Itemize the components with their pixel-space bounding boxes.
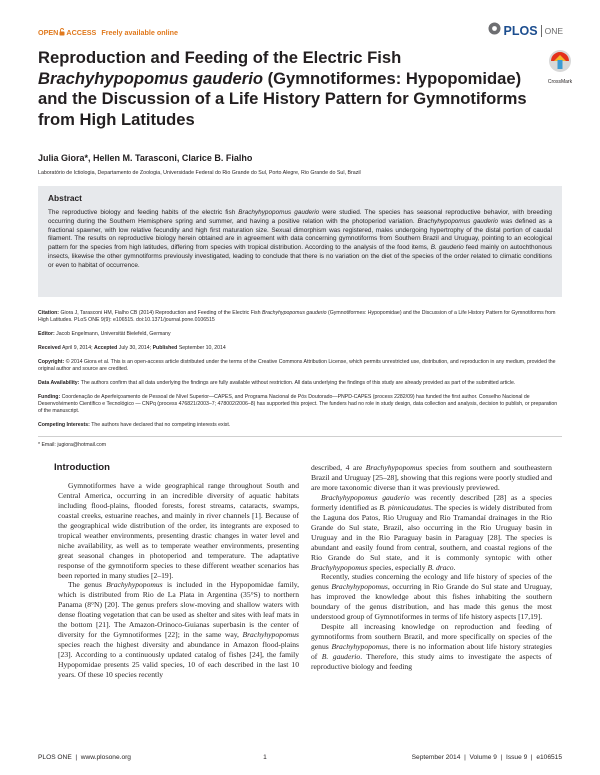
title-species: Brachyhypopomus gauderio [38, 68, 263, 88]
page-footer [38, 754, 562, 761]
email-link[interactable]: jugiora@hotmail.com [57, 442, 107, 448]
author-list: Julia Giora*, Hellen M. Tarasconi, Clarice B. Fialho [38, 153, 253, 163]
logo-divider [541, 25, 542, 37]
article-title [38, 48, 528, 130]
website-link[interactable]: www.plosone.org [80, 754, 131, 761]
crossmark-badge[interactable] [540, 49, 580, 85]
intro-paragraph-4: Recently, studies concerning the ecology and life history of species of the genus Brachyhypopomus, occurring in Rio Grande do Sul state and Uruguay, has improved the knowledge about this fishes inhabiting the southern boundary of the genus distribution, and has made this genus the most understood group of Gymnotiformes in terms of life history aspects [17,19]. [311, 572, 552, 622]
title-part-2: (Gymnotiformes: Hypopomidae) and the Discussion of a Life History Pattern for Gymnotiforms from High Latitudes [38, 68, 527, 129]
access-label: ACCESS [66, 28, 97, 37]
dates: Received April 9, 2014; Accepted July 30, 2014; Published September 10, 2014 [38, 345, 226, 351]
open-label: OPEN [38, 28, 59, 37]
open-access-banner [38, 28, 178, 38]
metadata-divider [38, 436, 562, 437]
abstract-text: The reproductive biology and feeding habits of the electric fish Brachyhypopomus gauderio were studied. The species has seasonal reproductive behavior, with breeding occurring during the Southern Hemisphere spring and summer, and having a positive relation with the photoperiod variation. Brachyhypopomus gauderio was defined as a fractional spawner, with low relative fecundity and high first maturation size. Sexual dimorphism was registered, males undergoing hypertrophy of the distal portion of caudal filament. The results on reproductive biology herein obtained are in agreement with data concerning gymnotiforms from Southern Brazil and Uruguay, pointing to an ecological pattern for the species from high latitudes, differing from species with tropical distribution. According to the analysis of the food items, B. gauderio feed mainly on autochthonous insects, likewise the other gymnotiforms previously investigated, leading to conclude that there is no variation on the diet of the species of the order related to climatic conditions or even to habitat of occurrence. [48, 209, 553, 269]
title-part-1: Reproduction and Feeding of the Electric Fish [38, 48, 402, 67]
article-metadata [38, 310, 562, 456]
email: * Email: jugiora@hotmail.com [38, 442, 107, 448]
intro-paragraph-2-continued: described, 4 are Brachyhypopomus species from southern and southeastern Brazil and Uruguay [25–28], showing that this regions were poorly studied and are more taxonomic diverse than it was previously previewed. [311, 463, 552, 492]
introduction-heading: Introduction [54, 462, 110, 473]
citation: Citation: Giora J, Tarasconi HM, Fialho CB (2014) Reproduction and Feeding of the Electric Fish Brachyhypopomus gauderio (Gymnotiformes: Hypopomidae) and the Discussion of a Life History Pattern for Gymnotiforms from High Latitudes. PLoS ONE 9(9): e106515. doi:10.1371/journal.pone.0106515 [38, 310, 556, 323]
intro-paragraph-1: Gymnotiformes have a wide geographical range throughout South and Central America, occurring in an incredible diversity of aquatic habitats including flood-plains, flooded forests, forest streams, cataracts, swamps, coastal creeks, estuarine reaches, and mainly in river channels [1]. Because of the geographical wide distribution of the order, its integrants are exposed to tropical weather environments, presenting drastic changes in water level and niche availability, as well as to temperate weather environments, presenting great seasonal changes in photoperiod and temperature. The adaptative response of the gymnotiform species to these different weather scenarios has been reported in many studies [2–19]. [58, 480, 299, 580]
crossmark-label: CrossMark [547, 79, 573, 85]
plos-one-logo[interactable] [488, 22, 563, 40]
affiliation: Laboratório de Ictiologia, Departamento de Zoologia, Universidade Federal do Rio Grande do Sul, Porto Alegre, Rio Grande do Sul, Brazil [38, 170, 361, 176]
plos-logo-icon [488, 22, 501, 40]
footer-issue-info: September 2014 | Volume 9 | Issue 9 | e106515 [411, 754, 562, 761]
crossmark-icon [548, 60, 572, 77]
competing-interests: Competing Interests: The authors have declared that no competing interests exist. [38, 422, 231, 428]
freely-available-label: Freely available online [101, 28, 179, 37]
editor: Editor: Jacob Engelmann, Universität Bielefeld, Germany [38, 331, 171, 337]
abstract-box [38, 186, 562, 297]
intro-paragraph-3: Brachyhypopomus gauderio was recently described [28] as a species formerly identified as B. pinnicaudatus. The species is widely distributed from the Laguna dos Patos, Rio Uruguay and Rio Tramandaí drainages in the Rio Grande do Sul state, Brazil, also occurring in the Rio Uruguay basin in Uruguay and in the Rio Paraguay basin in Paraguay [28]. The species is abundant and easily found from central, southern, and coastal regions of the Rio Grande do Sul state, and it is commonly syntopic with other Brachyhypopomus species, especially B. draco. [311, 492, 553, 572]
intro-paragraph-2: The genus Brachyhypopomus is included in the Hypopomidae family, which is distributed from Rio de La Plata in Argentina (35°S) to northern Panama (8°N) [20]. The genus prefers slow-moving and shallow waters with dense floating vegetation that can be used as shelter and sites with leaf mats in the bottom [21]. The Amazon-Orinoco-Guianas superbasin is the center of diversity for the Gymnotiformes [22]; in the same way, Brachyhypopomus species reach the highest diversity and abundance in Amazon flood-plains [23]. According to a continuously updated catalog of fishes [24], the family Hypopomidae presents 25 valid species, 10 of each described in the last 10 years. Of these 10 species recently [58, 580, 300, 680]
abstract-heading: Abstract [48, 193, 82, 203]
plos-wordmark: PLOS [503, 24, 538, 38]
funding: Funding: Coordenação de Aperfeiçoamento de Pessoal de Nível Superior—CAPES, and Programa Nacional de Pós Doutorado—PNPD-CAPES (process 2282/09) has funded the first author. Conselho Nacional de Desenvolvimento Científico e Tecnológico — CNPq (process 476821/2003–7; 478002/2006–8) has supported this project. The funders had no role in study design, data collection and analysis, decision to publish, or preparation of the manuscript. [38, 394, 558, 414]
footer-journal: PLOS ONE | www.plosone.org [38, 754, 131, 761]
intro-paragraph-5: Despite all increasing knowledge on reproduction and feeding of gymnotiforms from southern Brazil, and more specifically on species of the genus Brachyhypopomus, there is no information about life history strategies of B. gauderio. Therefore, this study aims to investigate the aspects of reproductive biology and feeding [311, 622, 553, 672]
body-column-left [54, 462, 300, 680]
copyright: Copyright: © 2014 Giora et al. This is an open-access article distributed under the terms of the Creative Commons Attribution License, which permits unrestricted use, distribution, and reproduction in any medium, provided the original author and source are credited. [38, 359, 556, 372]
open-access-lock-icon [59, 28, 65, 38]
one-wordmark: ONE [544, 26, 563, 36]
page-number: 1 [263, 754, 267, 761]
data-availability: Data Availability: The authors confirm that all data underlying the findings are fully available without restriction. All data underlying the findings of this study are already provided as part of the submitted article. [38, 380, 516, 386]
body-column-right [311, 463, 552, 672]
